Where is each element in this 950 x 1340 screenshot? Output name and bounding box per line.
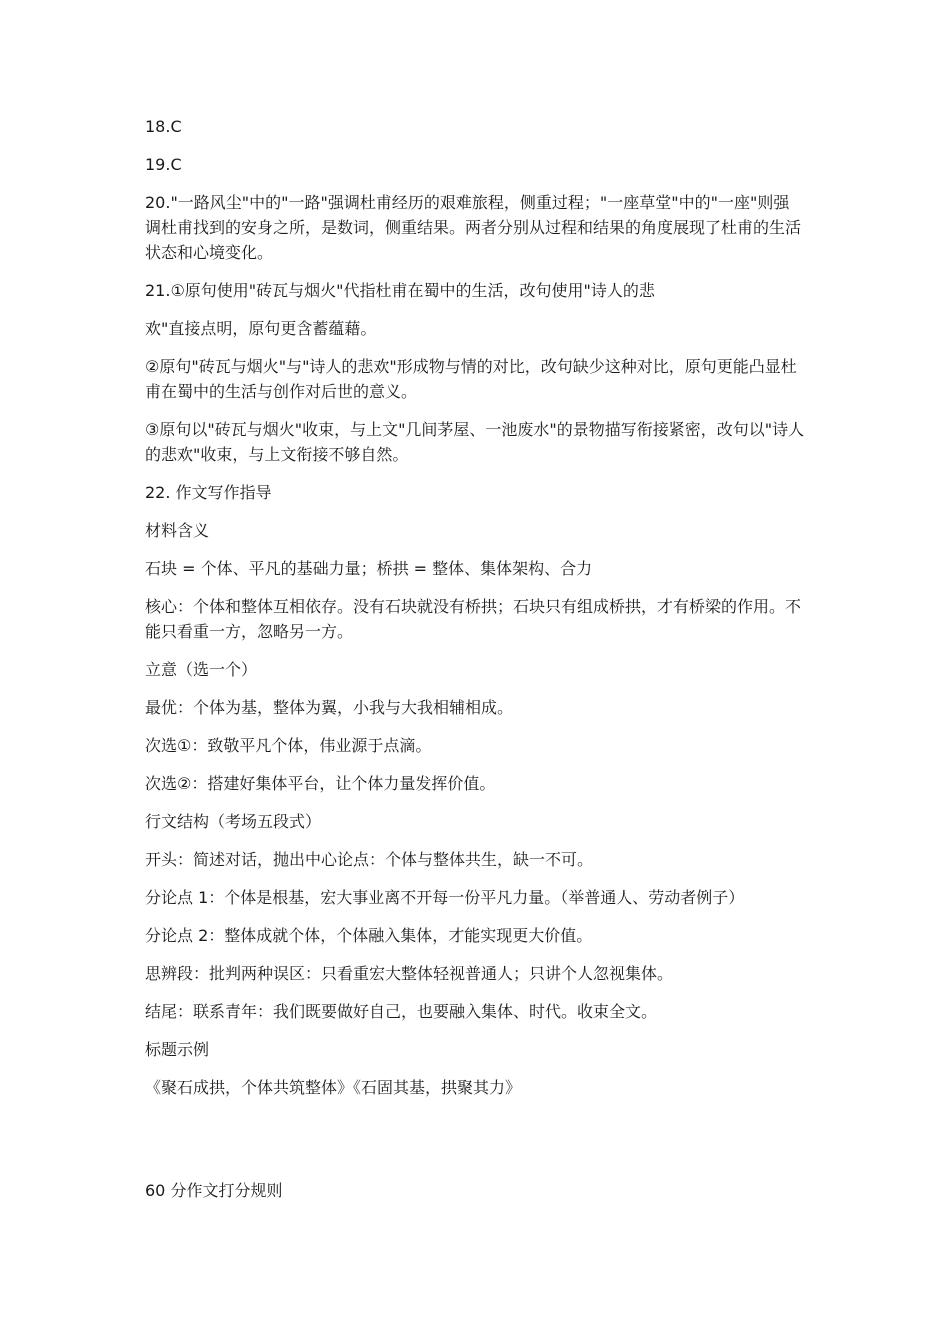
answer-21-point-2: ②原句"砖瓦与烟火"与"诗人的悲欢"形成物与情的对比，改句缺少这种对比，原句更能凸显杜甫在蜀中的生活与创作对后世的意义。 [145,357,797,401]
structure-opening: 开头：简述对话，抛出中心论点：个体与整体共生，缺一不可。 [145,850,594,869]
answer-21-point-3: ③原句以"砖瓦与烟火"收束，与上文"几间茅屋、一池废水"的景物描写衔接紧密，改句以"诗人的悲欢"收束，与上文衔接不够自然。 [145,420,805,464]
answer-19: 19.C [145,155,182,174]
answer-20: 20."一路风尘"中的"一路"强调杜甫经历的艰难旅程，侧重过程；"一座草堂"中的"一座"则强调杜甫找到的安身之所，是数词，侧重结果。两者分别从过程和结果的角度展现了杜甫的生活状态和心境变化。 [145,193,802,262]
structure-ending: 结尾：联系青年：我们既要做好自己，也要融入集体、时代。收束全文。 [145,1002,658,1021]
structure-point-1: 分论点 1：个体是根基，宏大事业离不开每一份平凡力量。（举普通人、劳动者例子） [145,888,745,907]
answer-22-title: 22. 作文写作指导 [145,483,272,502]
title-examples: 《聚石成拱，个体共筑整体》《石固其基，拱聚其力》 [145,1078,522,1097]
scoring-rules-heading: 60 分作文打分规则 [145,1181,283,1200]
answer-21-line-1: 21.①原句使用"砖瓦与烟火"代指杜甫在蜀中的生活，改句使用"诗人的悲 [145,281,655,300]
answer-18: 18.C [145,117,182,136]
material-definition: 石块 = 个体、平凡的基础力量；桥拱 = 整体、集体架构、合力 [145,559,593,578]
material-heading: 材料含义 [145,521,210,540]
answer-21-line-2: 欢"直接点明，原句更含蓄蕴藉。 [145,319,377,338]
theme-alternative-2: 次选②：搭建好集体平台，让个体力量发挥价值。 [145,774,496,793]
theme-heading: 立意（选一个） [145,660,258,679]
structure-heading: 行文结构（考场五段式） [145,812,322,831]
answer-content [145,114,805,1113]
structure-point-2: 分论点 2：整体成就个体，个体融入集体，才能实现更大价值。 [145,926,593,945]
material-core: 核心：个体和整体互相依存。没有石块就没有桥拱；石块只有组成桥拱，才有桥梁的作用。不能只看重一方，忽略另一方。 [145,597,802,641]
structure-debate: 思辨段：批判两种误区：只看重宏大整体轻视普通人；只讲个人忽视集体。 [145,964,674,983]
theme-alternative-1: 次选①：致敬平凡个体，伟业源于点滴。 [145,736,432,755]
title-examples-heading: 标题示例 [145,1040,210,1059]
theme-best: 最优：个体为基，整体为翼，小我与大我相辅相成。 [145,698,514,717]
